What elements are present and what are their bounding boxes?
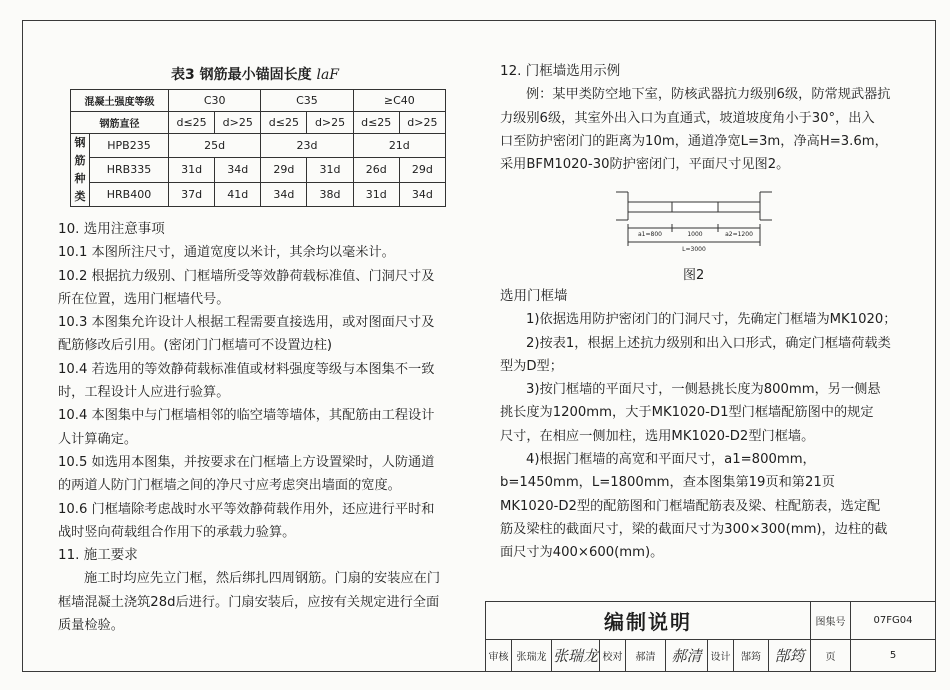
dim-a2: a2=1200 — [725, 231, 753, 238]
diameter-cell: d>25 — [399, 112, 445, 134]
designer-signature — [769, 640, 811, 672]
table-title — [70, 64, 440, 84]
paragraph-line: MK1020-D2型的配筋图和门框墙配筋表及梁、柱配筋表，选定配 — [500, 498, 881, 514]
sheet-title: 编制说明 — [486, 602, 811, 640]
value-cell: 25d — [169, 134, 261, 158]
paragraph-line: 10.4 若选用的等效静荷载标准值或材料强度等级与本图集不一致 — [58, 361, 435, 377]
diameter-cell: d>25 — [307, 112, 353, 134]
rebar-kind-label — [71, 134, 90, 207]
paragraph-line: 质量检验。 — [58, 618, 124, 634]
rebar-type: HPB235 — [90, 134, 169, 158]
paragraph-line: 尺寸，在相应一侧加柱，选用MK1020-D2型门框墙。 — [500, 428, 815, 444]
value-cell: 26d — [353, 158, 399, 182]
strength-grade-header: 混凝土强度等级 — [71, 90, 169, 112]
diameter-header: 钢筋直径 — [71, 112, 169, 134]
table-row — [71, 134, 446, 158]
paragraph-line: 例：某甲类防空地下室，防核武器抗力级别6级，防常规武器抗 — [526, 87, 891, 103]
kind-char: 种 — [74, 172, 86, 185]
grade-header: C35 — [261, 90, 353, 112]
diameter-cell: d≤25 — [353, 112, 399, 134]
figure-caption: 图2 — [683, 268, 705, 283]
paragraph-line: 配筋修改后引用。(密闭门门框墙可不设置边柱) — [58, 338, 333, 354]
reviewer-name: 张瑞龙 — [512, 640, 552, 672]
kind-char: 筋 — [74, 154, 86, 167]
title-block — [485, 601, 936, 672]
paragraph-line: 筋及梁柱的截面尺寸，梁的截面尺寸为300×300(mm)，边柱的截 — [500, 521, 888, 537]
value-cell: 23d — [261, 134, 353, 158]
paragraph-line: 2)按表1，根据上述抗力级别和出入口形式，确定门框墙荷载类 — [526, 335, 891, 351]
door-opening — [672, 202, 718, 212]
paragraph-line: 施工时均应先立门框，然后绑扎四周钢筋。门扇的安装应在门 — [84, 571, 441, 587]
atlas-number: 07FG04 — [851, 602, 936, 640]
reviewer-signature — [552, 640, 600, 672]
figure-2-plan — [614, 180, 774, 265]
paragraph-line: 10.3 本图集允许设计人根据工程需要直接选用，或对图面尺寸及 — [58, 315, 435, 331]
paragraph-line: b=1450mm，L=1800mm，查本图集第19页和第21页 — [500, 475, 835, 491]
paragraph-line: 人计算确定。 — [58, 431, 138, 447]
paragraph-line: 3)按门框墙的平面尺寸，一侧悬挑长度为800mm，另一侧悬 — [526, 382, 881, 398]
value-cell: 37d — [169, 182, 215, 206]
paragraph-line: 1)依据选用防护密闭门的门洞尺寸，先确定门框墙为MK1020； — [526, 312, 897, 328]
signature: 郝清 — [671, 647, 702, 665]
paragraph-line: 力级别6级，其室外出入口为直通式，坡道坡度角小于30°，出入 — [500, 110, 875, 126]
section-heading: 10. 选用注意事项 — [58, 221, 165, 237]
design-label: 设计 — [708, 640, 734, 672]
paragraph-line: 10.1 本图所注尺寸，通道宽度以米计，其余均以毫米计。 — [58, 245, 395, 261]
paragraph-line: 框墙混凝土浇筑28d后进行。门扇安装后，应按有关规定进行全面 — [58, 594, 440, 610]
value-cell: 38d — [307, 182, 353, 206]
paragraph-line: 挑长度为1200mm，大于MK1020-D1型门框墙配筋图中的规定 — [500, 405, 874, 421]
signature: 郜筠 — [774, 647, 805, 665]
paragraph-line: 4)根据门框墙的高宽和平面尺寸，a1=800mm， — [526, 452, 816, 468]
paragraph-line: 型为D型； — [500, 358, 563, 374]
value-cell: 34d — [215, 158, 261, 182]
page-label: 页 — [811, 640, 851, 672]
paragraph-line: 所在位置，选用门框墙代号。 — [58, 291, 230, 307]
table-title-text: 表3 钢筋最小锚固长度 — [170, 67, 317, 83]
example-intro — [500, 60, 920, 176]
section-heading: 选用门框墙 — [500, 288, 568, 304]
value-cell: 31d — [307, 158, 353, 182]
paragraph-line: 口至防护密闭门的距离为10m，通道净宽L=3m，净高H=3.6m， — [500, 133, 888, 149]
anchorage-table — [70, 89, 446, 207]
value-cell: 41d — [215, 182, 261, 206]
paragraph-line: 10.2 根据抗力级别、门框墙所受等效静荷载标准值、门洞尺寸及 — [58, 268, 435, 284]
section-heading: 11. 施工要求 — [58, 547, 138, 564]
designer-name: 郜筠 — [734, 640, 769, 672]
rebar-type: HRB400 — [90, 182, 169, 206]
review-label: 审核 — [486, 640, 512, 672]
signature: 张瑞龙 — [552, 647, 598, 665]
dim-a1: a1=800 — [638, 231, 662, 238]
paragraph-line: 10.4 本图集中与门框墙相邻的临空墙等墙体，其配筋由工程设计 — [58, 408, 435, 424]
paragraph-line: 的两道人防门门框墙之间的净尺寸应考虑突出墙面的宽度。 — [58, 478, 401, 494]
value-cell: 31d — [353, 182, 399, 206]
value-cell: 29d — [261, 158, 307, 182]
dim-L: L=3000 — [682, 246, 706, 253]
value-cell: 21d — [353, 134, 445, 158]
diameter-cell: d≤25 — [169, 112, 215, 134]
paragraph-line: 10.5 如选用本图集，并按要求在门框墙上方设置梁时，人防通道 — [58, 454, 435, 470]
table-row — [71, 158, 446, 182]
value-cell: 31d — [169, 158, 215, 182]
atlas-label: 图集号 — [811, 602, 851, 640]
grade-header: C30 — [169, 90, 261, 112]
table-title-symbol: laF — [316, 67, 340, 83]
table-row — [71, 112, 446, 134]
selection-steps — [500, 285, 920, 565]
kind-char: 类 — [74, 190, 86, 203]
paragraph-line: 面尺寸为400×600(mm)。 — [500, 545, 664, 561]
diameter-cell: d≤25 — [261, 112, 307, 134]
value-cell: 34d — [399, 182, 445, 206]
paragraph-line: 采用BFM1020-30防护密闭门，平面尺寸见图2。 — [500, 157, 790, 173]
dim-mid: 1000 — [687, 231, 703, 238]
kind-char: 钢 — [74, 136, 86, 149]
rebar-type: HRB335 — [90, 158, 169, 182]
section-heading: 12. 门框墙选用示例 — [500, 63, 621, 79]
diameter-cell: d>25 — [215, 112, 261, 134]
grade-header: ≥C40 — [353, 90, 445, 112]
table-row — [71, 182, 446, 206]
paragraph-line: 时，工程设计人应进行验算。 — [58, 385, 230, 401]
left-column-text — [58, 218, 468, 637]
page-number: 5 — [851, 640, 936, 672]
checker-signature — [666, 640, 708, 672]
checker-name: 郝清 — [626, 640, 666, 672]
paragraph-line: 战时竖向荷载组合作用下的承载力验算。 — [58, 524, 296, 540]
table-row — [71, 90, 446, 112]
value-cell: 34d — [261, 182, 307, 206]
value-cell: 29d — [399, 158, 445, 182]
check-label: 校对 — [600, 640, 626, 672]
paragraph-line: 10.6 门框墙除考虑战时水平等效静荷载作用外，还应进行平时和 — [58, 501, 435, 517]
